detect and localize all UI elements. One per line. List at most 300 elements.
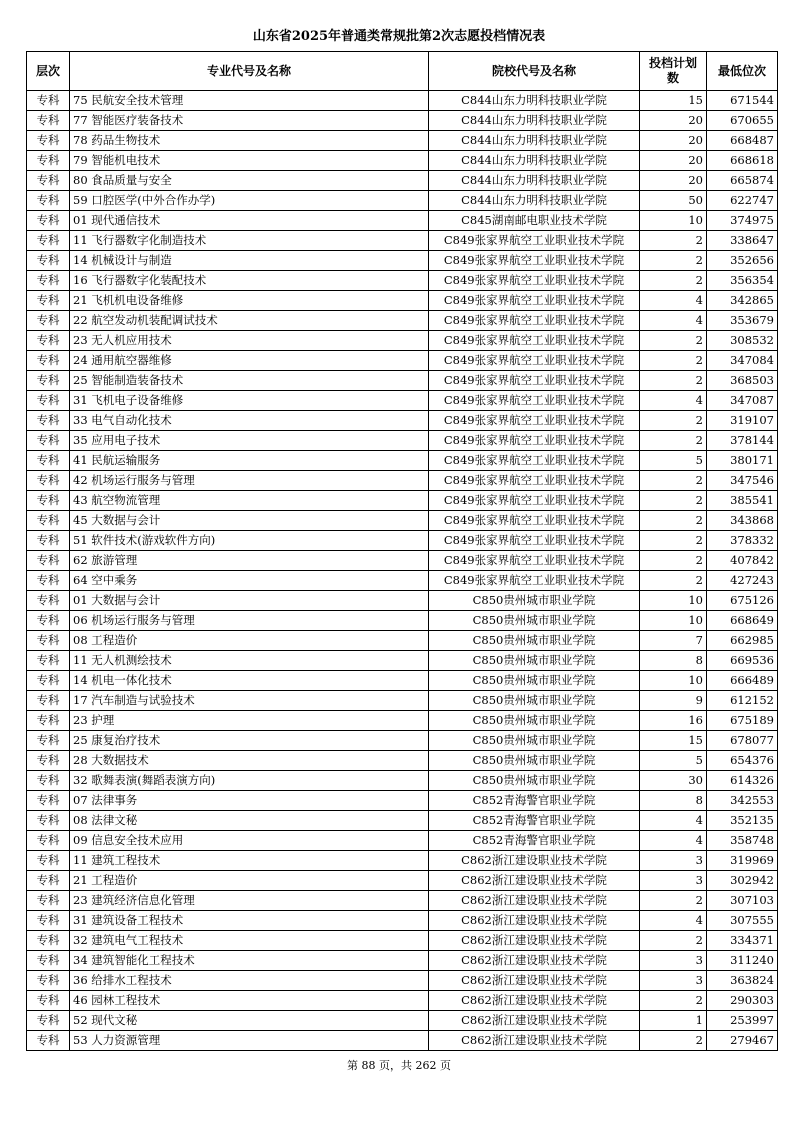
cell-major: 53 人力资源管理 [70, 1031, 429, 1051]
cell-major: 21 工程造价 [70, 871, 429, 891]
table-row [27, 551, 778, 571]
cell-rank: 385541 [707, 491, 778, 511]
cell-rank: 407842 [707, 551, 778, 571]
cell-rank: 342553 [707, 791, 778, 811]
table-row [27, 251, 778, 271]
cell-school: C852青海警官职业学院 [429, 811, 640, 831]
cell-plan: 50 [640, 191, 707, 211]
cell-school: C849张家界航空工业职业技术学院 [429, 371, 640, 391]
table-row [27, 591, 778, 611]
table-row [27, 971, 778, 991]
cell-school: C849张家界航空工业职业技术学院 [429, 351, 640, 371]
table-row [27, 671, 778, 691]
cell-school: C849张家界航空工业职业技术学院 [429, 331, 640, 351]
table-row [27, 351, 778, 371]
cell-rank: 353679 [707, 311, 778, 331]
cell-school: C849张家界航空工业职业技术学院 [429, 491, 640, 511]
cell-plan: 2 [640, 991, 707, 1011]
cell-level: 专科 [27, 331, 70, 351]
table-row [27, 911, 778, 931]
cell-school: C852青海警官职业学院 [429, 831, 640, 851]
cell-major: 75 民航安全技术管理 [70, 91, 429, 111]
cell-plan: 2 [640, 571, 707, 591]
cell-major: 23 无人机应用技术 [70, 331, 429, 351]
cell-plan: 4 [640, 291, 707, 311]
cell-level: 专科 [27, 251, 70, 271]
header-level: 层次 [27, 52, 70, 91]
cell-rank: 352656 [707, 251, 778, 271]
cell-rank: 671544 [707, 91, 778, 111]
table-row [27, 271, 778, 291]
cell-level: 专科 [27, 991, 70, 1011]
cell-level: 专科 [27, 231, 70, 251]
table-row [27, 131, 778, 151]
cell-school: C849张家界航空工业职业技术学院 [429, 231, 640, 251]
cell-level: 专科 [27, 411, 70, 431]
cell-level: 专科 [27, 211, 70, 231]
cell-school: C844山东力明科技职业学院 [429, 131, 640, 151]
cell-level: 专科 [27, 631, 70, 651]
table-row [27, 931, 778, 951]
cell-level: 专科 [27, 471, 70, 491]
cell-school: C849张家界航空工业职业技术学院 [429, 451, 640, 471]
cell-plan: 3 [640, 851, 707, 871]
table-row [27, 111, 778, 131]
cell-plan: 10 [640, 591, 707, 611]
table-row [27, 571, 778, 591]
cell-school: C849张家界航空工业职业技术学院 [429, 531, 640, 551]
cell-rank: 358748 [707, 831, 778, 851]
cell-plan: 2 [640, 431, 707, 451]
cell-school: C862浙江建设职业技术学院 [429, 971, 640, 991]
cell-level: 专科 [27, 511, 70, 531]
cell-major: 01 大数据与会计 [70, 591, 429, 611]
cell-level: 专科 [27, 831, 70, 851]
cell-rank: 380171 [707, 451, 778, 471]
cell-plan: 3 [640, 951, 707, 971]
cell-level: 专科 [27, 871, 70, 891]
cell-plan: 15 [640, 91, 707, 111]
table-row [27, 771, 778, 791]
cell-major: 14 机械设计与制造 [70, 251, 429, 271]
cell-plan: 4 [640, 811, 707, 831]
cell-rank: 678077 [707, 731, 778, 751]
cell-plan: 2 [640, 491, 707, 511]
cell-rank: 622747 [707, 191, 778, 211]
cell-plan: 2 [640, 351, 707, 371]
cell-rank: 368503 [707, 371, 778, 391]
cell-plan: 2 [640, 251, 707, 271]
cell-level: 专科 [27, 531, 70, 551]
cell-school: C862浙江建设职业技术学院 [429, 1011, 640, 1031]
cell-level: 专科 [27, 611, 70, 631]
cell-level: 专科 [27, 311, 70, 331]
cell-rank: 307103 [707, 891, 778, 911]
cell-school: C849张家界航空工业职业技术学院 [429, 431, 640, 451]
table-row [27, 871, 778, 891]
cell-school: C844山东力明科技职业学院 [429, 171, 640, 191]
cell-school: C849张家界航空工业职业技术学院 [429, 471, 640, 491]
cell-rank: 319107 [707, 411, 778, 431]
cell-rank: 319969 [707, 851, 778, 871]
cell-level: 专科 [27, 1031, 70, 1051]
cell-rank: 347084 [707, 351, 778, 371]
table-row [27, 191, 778, 211]
cell-major: 17 汽车制造与试验技术 [70, 691, 429, 711]
cell-school: C862浙江建设职业技术学院 [429, 891, 640, 911]
cell-major: 80 食品质量与安全 [70, 171, 429, 191]
cell-plan: 20 [640, 131, 707, 151]
cell-major: 45 大数据与会计 [70, 511, 429, 531]
cell-major: 11 建筑工程技术 [70, 851, 429, 871]
cell-school: C850贵州城市职业学院 [429, 711, 640, 731]
header-plan [640, 52, 707, 91]
cell-major: 41 民航运输服务 [70, 451, 429, 471]
cell-plan: 4 [640, 311, 707, 331]
cell-major: 31 建筑设备工程技术 [70, 911, 429, 931]
cell-plan: 2 [640, 331, 707, 351]
table-row [27, 371, 778, 391]
cell-level: 专科 [27, 811, 70, 831]
cell-plan: 2 [640, 231, 707, 251]
cell-rank: 311240 [707, 951, 778, 971]
cell-level: 专科 [27, 571, 70, 591]
cell-level: 专科 [27, 551, 70, 571]
cell-major: 07 法律事务 [70, 791, 429, 811]
cell-major: 77 智能医疗装备技术 [70, 111, 429, 131]
table-row [27, 411, 778, 431]
cell-rank: 669536 [707, 651, 778, 671]
cell-rank: 343868 [707, 511, 778, 531]
table-row [27, 891, 778, 911]
cell-plan: 3 [640, 871, 707, 891]
cell-level: 专科 [27, 711, 70, 731]
cell-rank: 279467 [707, 1031, 778, 1051]
cell-rank: 374975 [707, 211, 778, 231]
cell-level: 专科 [27, 371, 70, 391]
cell-plan: 20 [640, 151, 707, 171]
page-footer: 第 88 页，共 262 页 [347, 1059, 451, 1072]
table-row [27, 731, 778, 751]
cell-school: C849张家界航空工业职业技术学院 [429, 391, 640, 411]
cell-school: C844山东力明科技职业学院 [429, 91, 640, 111]
cell-rank: 675189 [707, 711, 778, 731]
cell-plan: 8 [640, 651, 707, 671]
table-row [27, 331, 778, 351]
cell-major: 11 飞行器数字化制造技术 [70, 231, 429, 251]
cell-major: 62 旅游管理 [70, 551, 429, 571]
table-row [27, 751, 778, 771]
cell-plan: 2 [640, 411, 707, 431]
cell-level: 专科 [27, 451, 70, 471]
cell-rank: 670655 [707, 111, 778, 131]
admission-table [26, 51, 778, 1051]
cell-rank: 668618 [707, 151, 778, 171]
cell-plan: 2 [640, 891, 707, 911]
cell-level: 专科 [27, 131, 70, 151]
cell-plan: 20 [640, 171, 707, 191]
cell-major: 09 信息安全技术应用 [70, 831, 429, 851]
cell-rank: 665874 [707, 171, 778, 191]
cell-plan: 4 [640, 911, 707, 931]
table-row [27, 511, 778, 531]
table-row [27, 171, 778, 191]
cell-level: 专科 [27, 731, 70, 751]
cell-plan: 16 [640, 711, 707, 731]
cell-major: 01 现代通信技术 [70, 211, 429, 231]
cell-rank: 253997 [707, 1011, 778, 1031]
cell-school: C862浙江建设职业技术学院 [429, 871, 640, 891]
cell-school: C844山东力明科技职业学院 [429, 151, 640, 171]
cell-rank: 347087 [707, 391, 778, 411]
table-row [27, 471, 778, 491]
table-row [27, 291, 778, 311]
cell-level: 专科 [27, 851, 70, 871]
cell-plan: 20 [640, 111, 707, 131]
header-school: 院校代号及名称 [429, 52, 640, 91]
cell-level: 专科 [27, 491, 70, 511]
cell-major: 42 机场运行服务与管理 [70, 471, 429, 491]
cell-major: 32 建筑电气工程技术 [70, 931, 429, 951]
table-row [27, 491, 778, 511]
cell-major: 23 建筑经济信息化管理 [70, 891, 429, 911]
cell-plan: 2 [640, 271, 707, 291]
cell-level: 专科 [27, 671, 70, 691]
page-title: 山东省2025年普通类常规批第2次志愿投档情况表 [252, 29, 546, 44]
cell-rank: 308532 [707, 331, 778, 351]
cell-level: 专科 [27, 911, 70, 931]
cell-school: C852青海警官职业学院 [429, 791, 640, 811]
cell-plan: 9 [640, 691, 707, 711]
cell-major: 16 飞行器数字化装配技术 [70, 271, 429, 291]
cell-level: 专科 [27, 91, 70, 111]
header-major: 专业代号及名称 [70, 52, 429, 91]
cell-major: 64 空中乘务 [70, 571, 429, 591]
cell-school: C850贵州城市职业学院 [429, 631, 640, 651]
cell-rank: 290303 [707, 991, 778, 1011]
cell-major: 46 园林工程技术 [70, 991, 429, 1011]
cell-plan: 15 [640, 731, 707, 751]
table-row [27, 311, 778, 331]
cell-level: 专科 [27, 291, 70, 311]
cell-major: 23 护理 [70, 711, 429, 731]
cell-major: 31 飞机电子设备维修 [70, 391, 429, 411]
cell-level: 专科 [27, 591, 70, 611]
header-rank: 最低位次 [707, 52, 778, 91]
cell-major: 78 药品生物技术 [70, 131, 429, 151]
cell-school: C849张家界航空工业职业技术学院 [429, 271, 640, 291]
cell-school: C850贵州城市职业学院 [429, 691, 640, 711]
cell-level: 专科 [27, 271, 70, 291]
cell-plan: 2 [640, 471, 707, 491]
cell-plan: 2 [640, 531, 707, 551]
table-row [27, 431, 778, 451]
table-row [27, 991, 778, 1011]
cell-level: 专科 [27, 191, 70, 211]
cell-school: C862浙江建设职业技术学院 [429, 991, 640, 1011]
cell-school: C844山东力明科技职业学院 [429, 191, 640, 211]
cell-rank: 666489 [707, 671, 778, 691]
table-row [27, 451, 778, 471]
cell-rank: 662985 [707, 631, 778, 651]
cell-school: C862浙江建设职业技术学院 [429, 1031, 640, 1051]
cell-rank: 352135 [707, 811, 778, 831]
table-row [27, 951, 778, 971]
table-row [27, 391, 778, 411]
cell-major: 25 智能制造装备技术 [70, 371, 429, 391]
cell-school: C850贵州城市职业学院 [429, 751, 640, 771]
cell-school: C845湖南邮电职业技术学院 [429, 211, 640, 231]
cell-level: 专科 [27, 431, 70, 451]
cell-level: 专科 [27, 651, 70, 671]
cell-rank: 334371 [707, 931, 778, 951]
cell-rank: 427243 [707, 571, 778, 591]
cell-plan: 2 [640, 371, 707, 391]
cell-rank: 338647 [707, 231, 778, 251]
cell-rank: 342865 [707, 291, 778, 311]
cell-major: 32 歌舞表演(舞蹈表演方向) [70, 771, 429, 791]
cell-plan: 2 [640, 551, 707, 571]
cell-level: 专科 [27, 691, 70, 711]
table-body [27, 91, 778, 1051]
cell-school: C850贵州城市职业学院 [429, 591, 640, 611]
cell-rank: 302942 [707, 871, 778, 891]
cell-level: 专科 [27, 1011, 70, 1031]
cell-school: C849张家界航空工业职业技术学院 [429, 251, 640, 271]
cell-school: C844山东力明科技职业学院 [429, 111, 640, 131]
cell-school: C862浙江建设职业技术学院 [429, 951, 640, 971]
cell-school: C849张家界航空工业职业技术学院 [429, 411, 640, 431]
cell-level: 专科 [27, 791, 70, 811]
cell-level: 专科 [27, 771, 70, 791]
table-row [27, 91, 778, 111]
cell-plan: 7 [640, 631, 707, 651]
cell-school: C862浙江建设职业技术学院 [429, 851, 640, 871]
cell-level: 专科 [27, 391, 70, 411]
cell-rank: 378332 [707, 531, 778, 551]
cell-major: 24 通用航空器维修 [70, 351, 429, 371]
cell-school: C862浙江建设职业技术学院 [429, 931, 640, 951]
cell-rank: 614326 [707, 771, 778, 791]
cell-school: C862浙江建设职业技术学院 [429, 911, 640, 931]
cell-plan: 10 [640, 211, 707, 231]
cell-major: 25 康复治疗技术 [70, 731, 429, 751]
cell-school: C850贵州城市职业学院 [429, 611, 640, 631]
cell-rank: 668487 [707, 131, 778, 151]
cell-level: 专科 [27, 951, 70, 971]
table-row [27, 611, 778, 631]
cell-level: 专科 [27, 891, 70, 911]
cell-rank: 347546 [707, 471, 778, 491]
table-row [27, 811, 778, 831]
table-row [27, 1031, 778, 1051]
cell-major: 21 飞机机电设备维修 [70, 291, 429, 311]
cell-plan: 4 [640, 831, 707, 851]
cell-major: 08 工程造价 [70, 631, 429, 651]
cell-major: 52 现代文秘 [70, 1011, 429, 1031]
cell-major: 43 航空物流管理 [70, 491, 429, 511]
cell-major: 06 机场运行服务与管理 [70, 611, 429, 631]
cell-major: 28 大数据技术 [70, 751, 429, 771]
cell-major: 36 给排水工程技术 [70, 971, 429, 991]
cell-school: C849张家界航空工业职业技术学院 [429, 571, 640, 591]
cell-level: 专科 [27, 971, 70, 991]
cell-rank: 378144 [707, 431, 778, 451]
cell-major: 08 法律文秘 [70, 811, 429, 831]
table-row [27, 691, 778, 711]
cell-plan: 5 [640, 451, 707, 471]
cell-school: C849张家界航空工业职业技术学院 [429, 291, 640, 311]
cell-rank: 356354 [707, 271, 778, 291]
cell-school: C850贵州城市职业学院 [429, 671, 640, 691]
table-row [27, 651, 778, 671]
cell-level: 专科 [27, 151, 70, 171]
table-header-row [27, 52, 778, 91]
table-row [27, 791, 778, 811]
cell-plan: 8 [640, 791, 707, 811]
cell-plan: 2 [640, 1031, 707, 1051]
cell-school: C849张家界航空工业职业技术学院 [429, 311, 640, 331]
cell-rank: 668649 [707, 611, 778, 631]
cell-level: 专科 [27, 751, 70, 771]
cell-plan: 2 [640, 511, 707, 531]
table-row [27, 231, 778, 251]
cell-major: 34 建筑智能化工程技术 [70, 951, 429, 971]
cell-plan: 5 [640, 751, 707, 771]
cell-school: C850贵州城市职业学院 [429, 771, 640, 791]
table-row [27, 711, 778, 731]
table-row [27, 631, 778, 651]
cell-rank: 307555 [707, 911, 778, 931]
cell-school: C849张家界航空工业职业技术学院 [429, 551, 640, 571]
cell-level: 专科 [27, 111, 70, 131]
cell-major: 33 电气自动化技术 [70, 411, 429, 431]
cell-rank: 654376 [707, 751, 778, 771]
cell-major: 22 航空发动机装配调试技术 [70, 311, 429, 331]
table-row [27, 831, 778, 851]
header-plan-line1: 投档计划 [648, 56, 697, 70]
cell-school: C849张家界航空工业职业技术学院 [429, 511, 640, 531]
cell-plan: 4 [640, 391, 707, 411]
cell-major: 51 软件技术(游戏软件方向) [70, 531, 429, 551]
cell-rank: 363824 [707, 971, 778, 991]
cell-major: 59 口腔医学(中外合作办学) [70, 191, 429, 211]
cell-level: 专科 [27, 931, 70, 951]
cell-major: 14 机电一体化技术 [70, 671, 429, 691]
cell-rank: 675126 [707, 591, 778, 611]
header-plan-line2: 数 [666, 71, 679, 85]
cell-major: 35 应用电子技术 [70, 431, 429, 451]
cell-level: 专科 [27, 351, 70, 371]
table-row [27, 151, 778, 171]
table-row [27, 211, 778, 231]
cell-plan: 10 [640, 611, 707, 631]
cell-plan: 3 [640, 971, 707, 991]
cell-major: 11 无人机测绘技术 [70, 651, 429, 671]
cell-plan: 1 [640, 1011, 707, 1031]
cell-major: 79 智能机电技术 [70, 151, 429, 171]
table-row [27, 1011, 778, 1031]
cell-rank: 612152 [707, 691, 778, 711]
table-row [27, 851, 778, 871]
cell-school: C850贵州城市职业学院 [429, 731, 640, 751]
cell-plan: 2 [640, 931, 707, 951]
cell-level: 专科 [27, 171, 70, 191]
cell-plan: 30 [640, 771, 707, 791]
table-row [27, 531, 778, 551]
cell-plan: 10 [640, 671, 707, 691]
cell-school: C850贵州城市职业学院 [429, 651, 640, 671]
